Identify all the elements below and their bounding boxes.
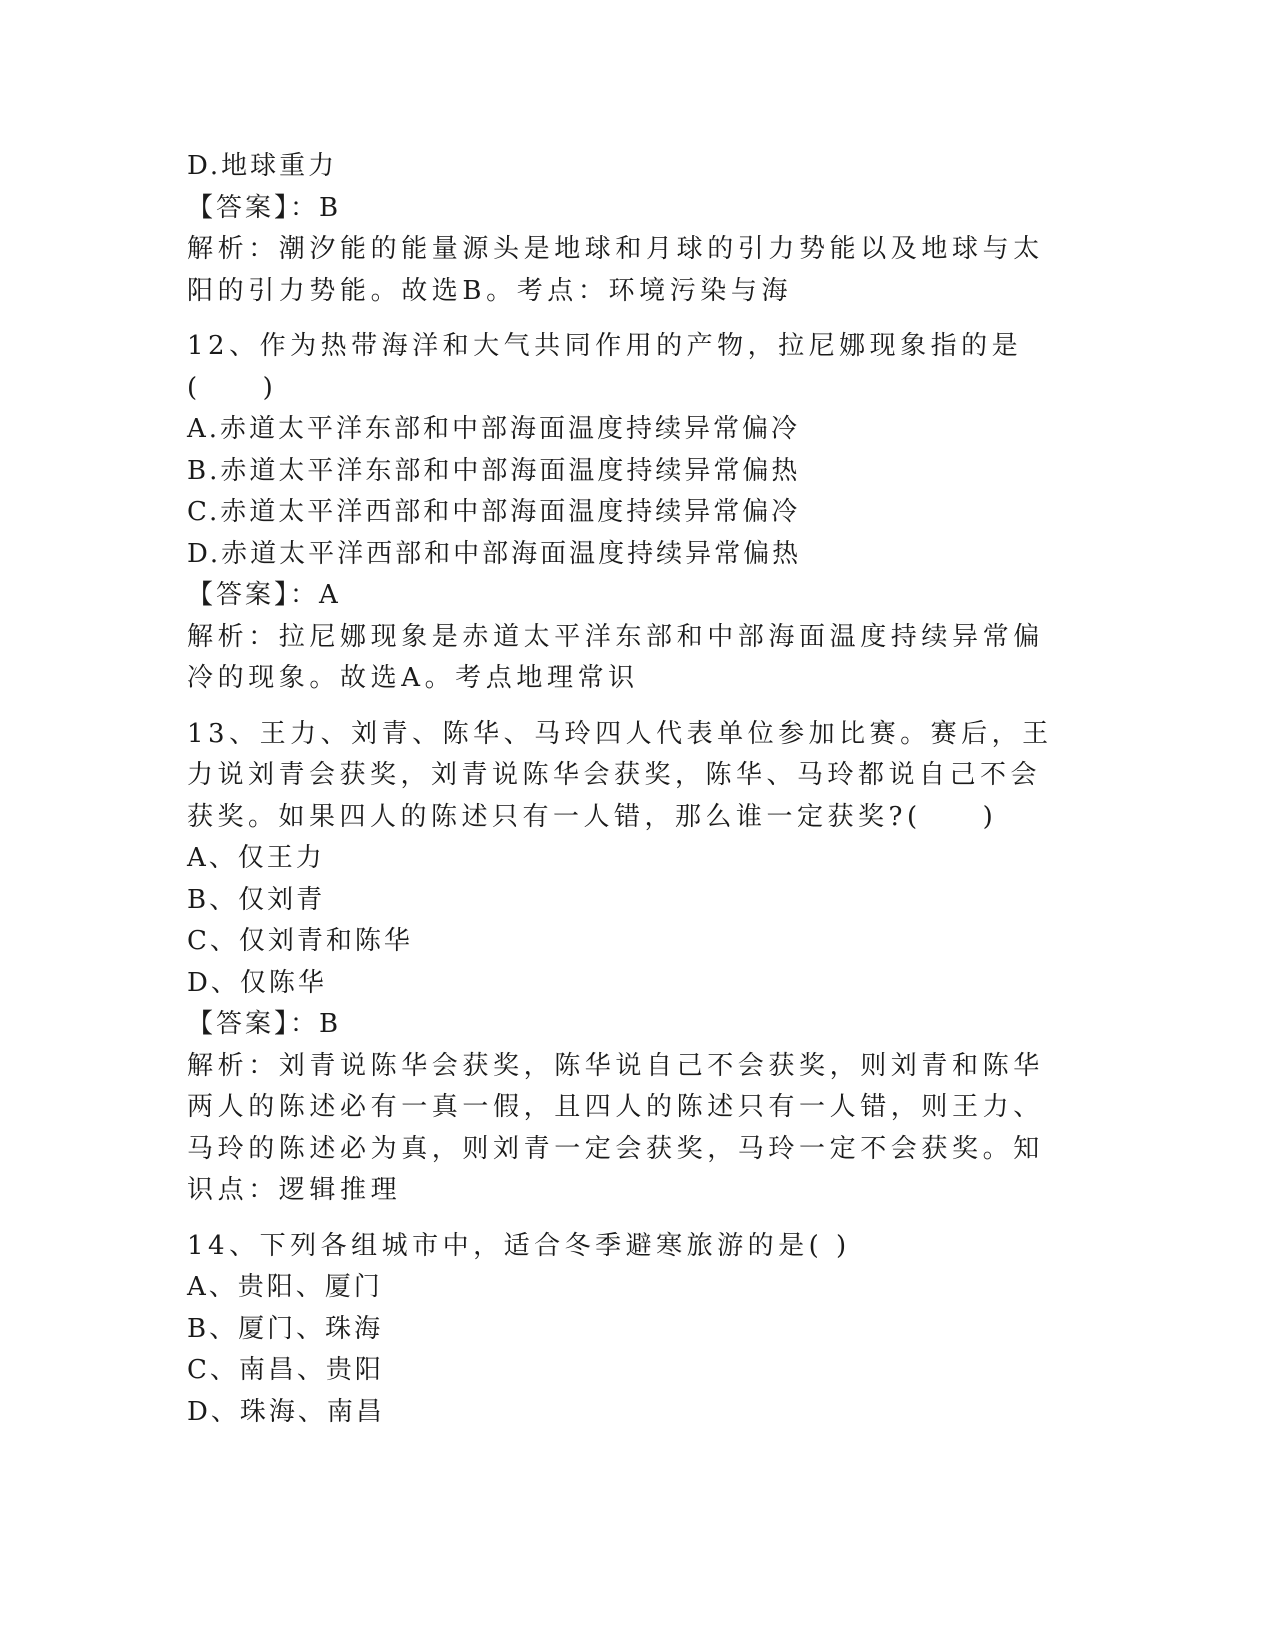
question-12: [187, 326, 1057, 700]
analysis-text: 解析：潮汐能的能量源头是地球和月球的引力势能以及地球与太阳的引力势能。故选B。考点：环境污染与海: [187, 234, 1044, 306]
option-d: D、珠海、南昌: [187, 1396, 385, 1427]
option-d: D、仅陈华: [187, 967, 327, 998]
spacer: [187, 700, 1057, 714]
question-stem: 13、王力、刘青、陈华、马玲四人代表单位参加比赛。赛后，王力说刘青会获奖，刘青说陈华会获奖，陈华、马玲都说自己不会获奖。如果四人的陈述只有一人错，那么谁一定获奖?( ): [187, 718, 1053, 832]
question-stem: 14、下列各组城市中，适合冬季避寒旅游的是( ): [187, 1230, 851, 1261]
option-b: B.赤道太平洋东部和中部海面温度持续异常偏热: [187, 455, 801, 486]
spacer: [187, 312, 1057, 326]
option-c: C、南昌、贵阳: [187, 1355, 384, 1385]
analysis-text: 解析：拉尼娜现象是赤道太平洋东部和中部海面温度持续异常偏冷的现象。故选A。考点地理常识: [187, 621, 1044, 693]
answer-line: 【答案】：B: [187, 1009, 342, 1039]
option-a: A、仅王力: [187, 843, 325, 873]
answer-line: 【答案】：B: [187, 192, 342, 223]
question-13: [187, 714, 1057, 1212]
question-stem: 12、作为热带海洋和大气共同作用的产物，拉尼娜现象指的是( ): [187, 331, 1023, 403]
option-a: A、贵阳、厦门: [187, 1272, 383, 1302]
option-c: C、仅刘青和陈华: [187, 926, 413, 956]
answer-line: 【答案】：A: [187, 580, 341, 610]
question-11-tail: [187, 146, 1057, 312]
option-a: A.赤道太平洋东部和中部海面温度持续异常偏冷: [187, 414, 801, 444]
option-b: B、厦门、珠海: [187, 1313, 384, 1344]
document-content: [187, 146, 1057, 1433]
spacer: [187, 1212, 1057, 1226]
option-d: D.赤道太平洋西部和中部海面温度持续异常偏热: [187, 538, 802, 569]
question-14: [187, 1226, 1057, 1434]
option-d: D.地球重力: [187, 151, 338, 181]
option-b: B、仅刘青: [187, 884, 326, 915]
analysis-text: 解析：刘青说陈华会获奖，陈华说自己不会获奖，则刘青和陈华两人的陈述必有一真一假，且四人的陈述只有一人错，则王力、马玲的陈述必为真，则刘青一定会获奖，马玲一定不会获奖。知识点：逻辑推理: [187, 1050, 1044, 1205]
option-c: C.赤道太平洋西部和中部海面温度持续异常偏冷: [187, 497, 801, 527]
